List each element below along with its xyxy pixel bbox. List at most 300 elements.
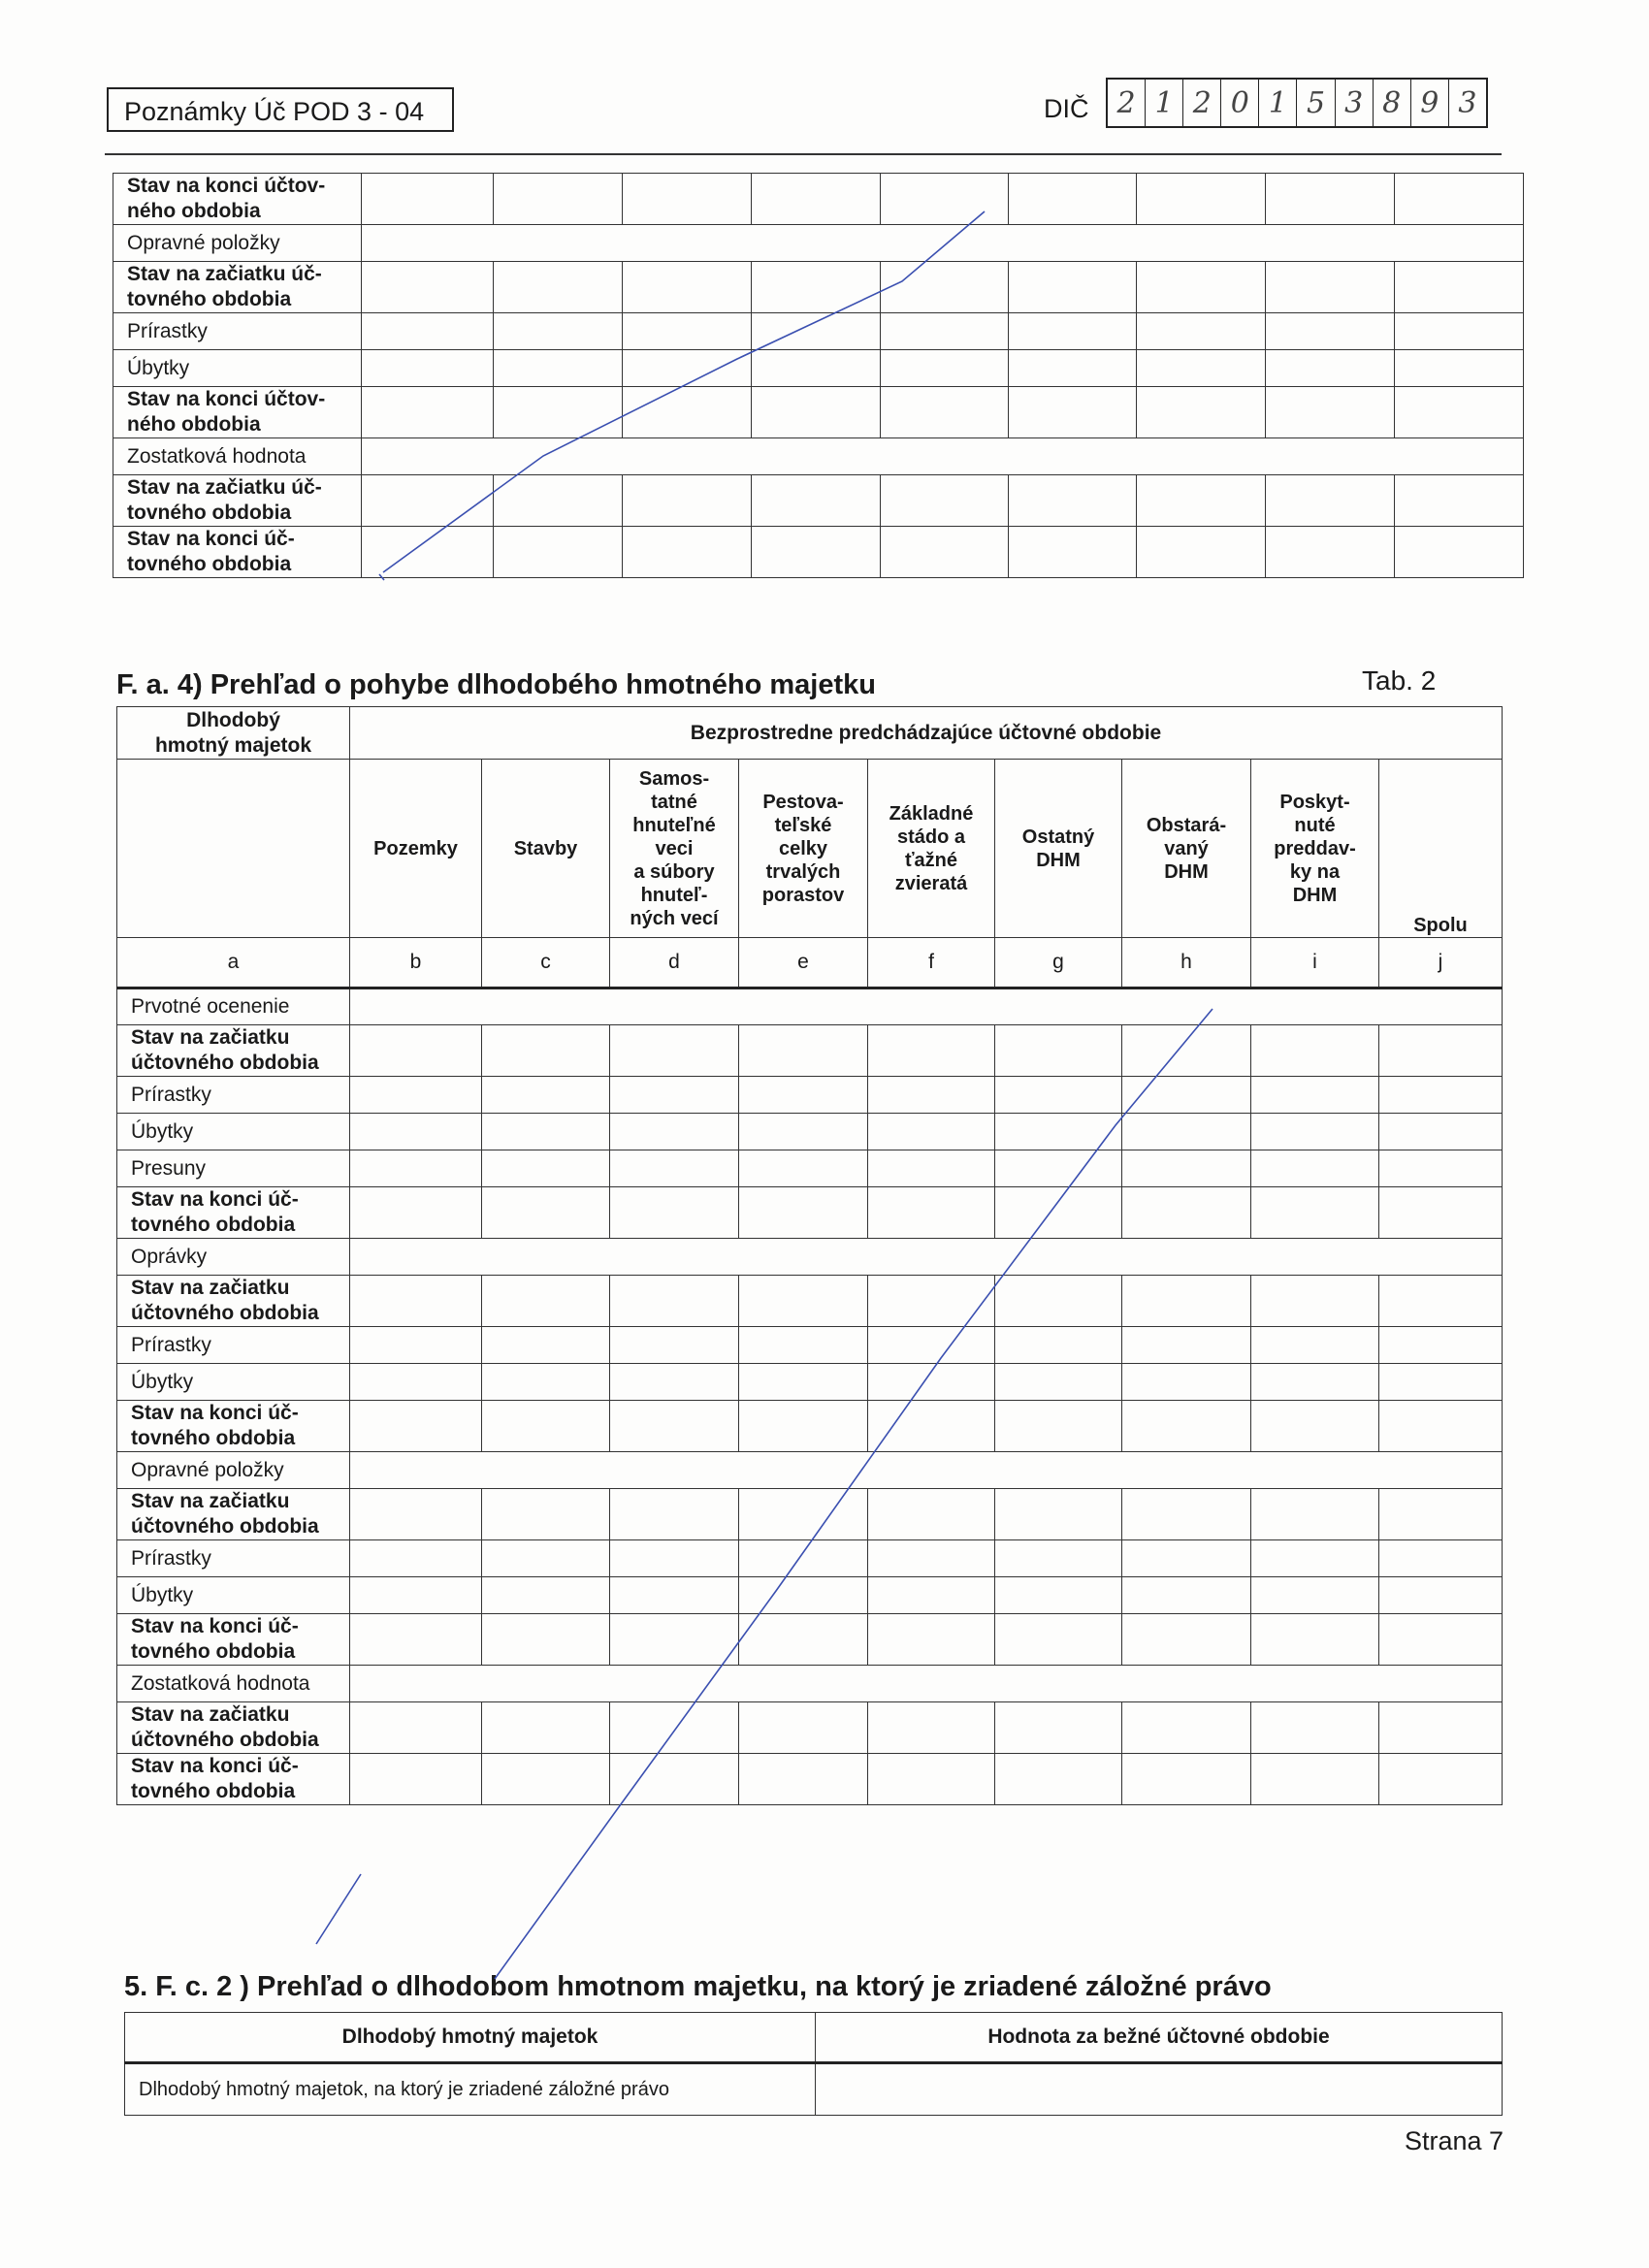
value-cell[interactable] <box>350 1702 482 1754</box>
value-cell[interactable] <box>1009 350 1137 387</box>
value-cell[interactable] <box>1266 350 1395 387</box>
value-cell[interactable] <box>752 387 881 438</box>
value-cell[interactable] <box>868 1614 995 1666</box>
value-cell[interactable] <box>1395 262 1524 313</box>
row-label <box>117 1401 350 1452</box>
value-cell[interactable] <box>350 1114 482 1150</box>
value-cell[interactable] <box>350 1540 482 1577</box>
column-header-line: celky <box>778 837 828 859</box>
value-cell[interactable] <box>1379 1150 1503 1187</box>
value-cell[interactable] <box>362 438 1524 475</box>
value-cell[interactable] <box>623 174 752 225</box>
row-label <box>117 1614 350 1666</box>
value-cell[interactable] <box>1395 350 1524 387</box>
table-row <box>113 262 1524 313</box>
value-cell[interactable] <box>995 1187 1122 1239</box>
value-cell[interactable] <box>995 1150 1122 1187</box>
row-label <box>117 1577 350 1614</box>
value-cell[interactable] <box>350 1150 482 1187</box>
value-cell[interactable] <box>350 988 1503 1025</box>
value-cell[interactable] <box>362 475 494 527</box>
value-cell[interactable] <box>739 1114 868 1150</box>
value-cell[interactable] <box>350 1187 482 1239</box>
column-header-line: Pestova- <box>762 791 844 813</box>
row-label <box>117 1540 350 1577</box>
value-cell[interactable] <box>1251 1327 1379 1364</box>
value-cell[interactable] <box>1266 174 1395 225</box>
value-cell[interactable] <box>868 1364 995 1401</box>
value-cell[interactable] <box>1122 1150 1251 1187</box>
value-cell[interactable] <box>739 1614 868 1666</box>
row-label-line2: tovného obdobia <box>127 553 292 575</box>
column-header <box>482 760 610 938</box>
row-label-line1: Presuny <box>131 1156 207 1180</box>
dic-digit: 3 <box>1336 80 1374 126</box>
value-cell[interactable] <box>995 1754 1122 1805</box>
value-cell[interactable] <box>739 1327 868 1364</box>
value-cell[interactable] <box>752 350 881 387</box>
column-header-line: tatné <box>651 791 697 813</box>
value-cell[interactable] <box>739 1276 868 1327</box>
value-cell[interactable] <box>482 1577 610 1614</box>
value-cell[interactable] <box>739 1489 868 1540</box>
value-cell[interactable] <box>995 1077 1122 1114</box>
value-cell[interactable] <box>868 1077 995 1114</box>
value-cell[interactable] <box>1379 1187 1503 1239</box>
value-cell[interactable] <box>482 1401 610 1452</box>
table-row <box>117 1702 1503 1754</box>
row-label <box>117 1114 350 1150</box>
value-cell[interactable] <box>350 1239 1503 1276</box>
value-cell[interactable] <box>1137 475 1266 527</box>
value-cell[interactable] <box>1251 1489 1379 1540</box>
table-row <box>113 527 1524 578</box>
table-row <box>117 1276 1503 1327</box>
value-cell[interactable] <box>1395 527 1524 578</box>
row-label-line1: Stav na konci úč- <box>131 1188 299 1211</box>
dic-digit: 8 <box>1374 80 1411 126</box>
row-label-line1: Stav na konci úč- <box>131 1402 299 1424</box>
value-cell[interactable] <box>350 1754 482 1805</box>
value-cell[interactable] <box>623 313 752 350</box>
dic-digit: 0 <box>1221 80 1259 126</box>
value-cell[interactable] <box>995 1276 1122 1327</box>
row-label-line1: Prírastky <box>131 1083 211 1106</box>
row-label-line1: Stav na začiatku <box>131 1277 290 1299</box>
column-header-line: Spolu <box>1413 915 1468 936</box>
value-cell[interactable] <box>494 387 623 438</box>
table-row <box>117 1540 1503 1577</box>
value-cell[interactable] <box>362 350 494 387</box>
value-cell[interactable] <box>610 1114 739 1150</box>
value-cell[interactable] <box>610 1364 739 1401</box>
value-cell[interactable] <box>362 527 494 578</box>
value-cell[interactable] <box>1122 1702 1251 1754</box>
value-cell[interactable] <box>362 225 1524 262</box>
value-cell[interactable] <box>739 1364 868 1401</box>
value-cell[interactable] <box>1009 262 1137 313</box>
value-cell[interactable] <box>752 475 881 527</box>
value-cell[interactable] <box>1266 527 1395 578</box>
value-cell[interactable] <box>995 1614 1122 1666</box>
value-cell[interactable] <box>739 1077 868 1114</box>
value-cell[interactable] <box>350 1077 482 1114</box>
value-cell[interactable] <box>1251 1364 1379 1401</box>
column-header-line: zvieratá <box>894 872 968 894</box>
value-cell[interactable] <box>623 475 752 527</box>
value-cell[interactable] <box>995 1489 1122 1540</box>
row-label-line1: Stav na konci úč- <box>127 528 295 550</box>
value-cell[interactable] <box>494 350 623 387</box>
value-cell[interactable] <box>362 262 494 313</box>
value-cell[interactable] <box>1009 475 1137 527</box>
value-cell[interactable] <box>1251 1401 1379 1452</box>
value-cell[interactable] <box>482 1077 610 1114</box>
value-cell[interactable] <box>739 1150 868 1187</box>
value-cell[interactable] <box>610 1327 739 1364</box>
value-cell[interactable] <box>1251 1577 1379 1614</box>
column-header-line: Poskyt- <box>1279 791 1350 813</box>
value-cell[interactable] <box>868 1401 995 1452</box>
value-cell[interactable] <box>610 1025 739 1077</box>
value-cell[interactable] <box>350 1489 482 1540</box>
table-row <box>117 1401 1503 1452</box>
row-label-line1: Stav na začiatku <box>131 1026 290 1049</box>
value-cell[interactable] <box>1122 1327 1251 1364</box>
row-label-line2: účtovného obdobia <box>131 1052 319 1074</box>
value-cell[interactable] <box>1379 1077 1503 1114</box>
column-header-line: stádo a <box>896 826 966 848</box>
value-cell[interactable] <box>868 1489 995 1540</box>
value-cell[interactable] <box>1122 1364 1251 1401</box>
table-row <box>117 1754 1503 1805</box>
value-cell[interactable] <box>868 1577 995 1614</box>
value-cell[interactable] <box>881 475 1009 527</box>
value-cell[interactable] <box>350 1327 482 1364</box>
row-label-line1: Úbytky <box>131 1119 194 1143</box>
value-cell[interactable] <box>350 1577 482 1614</box>
row-label <box>113 387 362 438</box>
value-cell[interactable] <box>610 1754 739 1805</box>
value-cell[interactable] <box>995 1540 1122 1577</box>
value-cell[interactable] <box>610 1614 739 1666</box>
value-cell[interactable] <box>610 1150 739 1187</box>
value-cell[interactable] <box>1137 313 1266 350</box>
value-cell[interactable] <box>1122 1276 1251 1327</box>
value-cell[interactable] <box>482 1187 610 1239</box>
value-cell[interactable] <box>868 1150 995 1187</box>
value-cell[interactable] <box>1122 1025 1251 1077</box>
row-label <box>117 1489 350 1540</box>
value-cell[interactable] <box>494 313 623 350</box>
value-cell[interactable] <box>1266 387 1395 438</box>
value-cell[interactable] <box>881 313 1009 350</box>
value-cell[interactable] <box>1379 1025 1503 1077</box>
value-cell[interactable] <box>1379 1540 1503 1577</box>
value-cell[interactable] <box>1379 1327 1503 1364</box>
dic-digit: 2 <box>1108 80 1146 126</box>
value-cell[interactable] <box>752 262 881 313</box>
value-cell[interactable] <box>362 387 494 438</box>
value-cell[interactable] <box>881 350 1009 387</box>
dic-digit: 5 <box>1297 80 1335 126</box>
value-cell[interactable] <box>752 527 881 578</box>
value-cell[interactable] <box>995 1364 1122 1401</box>
value-cell[interactable] <box>1137 174 1266 225</box>
value-cell[interactable] <box>881 527 1009 578</box>
column-header-line: DHM <box>1036 849 1081 871</box>
value-cell[interactable] <box>868 1114 995 1150</box>
value-cell[interactable] <box>1009 313 1137 350</box>
first-col-header <box>117 707 350 760</box>
row-label <box>117 1754 350 1805</box>
value-cell[interactable] <box>995 1401 1122 1452</box>
value-cell[interactable] <box>494 262 623 313</box>
value-cell[interactable] <box>739 1702 868 1754</box>
value-cell[interactable] <box>1251 1077 1379 1114</box>
column-header-line: teľské <box>774 814 832 836</box>
column-letter: i <box>1251 938 1379 988</box>
value-cell[interactable] <box>1122 1401 1251 1452</box>
value-cell[interactable] <box>1379 1401 1503 1452</box>
table-row <box>117 1666 1503 1702</box>
value-cell[interactable] <box>623 350 752 387</box>
value-cell[interactable] <box>1251 1614 1379 1666</box>
value-cell[interactable] <box>362 174 494 225</box>
value-cell[interactable] <box>482 1489 610 1540</box>
form-label: Poznámky Úč POD 3 - 04 <box>107 87 454 132</box>
value-cell[interactable] <box>1379 1364 1503 1401</box>
row-label <box>117 1327 350 1364</box>
value-cell[interactable] <box>482 1702 610 1754</box>
table-row <box>113 387 1524 438</box>
value-cell[interactable] <box>610 1702 739 1754</box>
value-cell[interactable] <box>482 1025 610 1077</box>
row-label-line2: tovného obdobia <box>131 1427 296 1449</box>
value-cell[interactable] <box>1379 1614 1503 1666</box>
value-cell[interactable] <box>1251 1114 1379 1150</box>
table-row <box>117 1614 1503 1666</box>
value-cell[interactable] <box>610 1489 739 1540</box>
value-cell[interactable] <box>610 1276 739 1327</box>
value-cell[interactable] <box>1379 1702 1503 1754</box>
row-label <box>113 438 362 475</box>
value-cell[interactable] <box>868 1276 995 1327</box>
value-cell[interactable] <box>1251 1540 1379 1577</box>
value-cell[interactable] <box>752 313 881 350</box>
value-cell[interactable] <box>482 1276 610 1327</box>
value-cell[interactable] <box>623 527 752 578</box>
value-cell[interactable] <box>868 1702 995 1754</box>
column-header-line: ťažné <box>904 849 958 871</box>
value-cell[interactable] <box>1122 1077 1251 1114</box>
value-cell[interactable] <box>1137 527 1266 578</box>
column-header <box>995 760 1122 938</box>
row-label <box>117 1666 350 1702</box>
value-cell[interactable] <box>1137 262 1266 313</box>
value-cell[interactable] <box>995 1114 1122 1150</box>
value-cell[interactable] <box>1251 1754 1379 1805</box>
pledged-col2-header: Hodnota za bežné účtovné obdobie <box>816 2013 1503 2063</box>
first-col-header-line2: hmotný majetok <box>154 733 312 757</box>
value-cell[interactable] <box>1251 1025 1379 1077</box>
column-header-line: Pozemky <box>373 837 458 859</box>
value-cell[interactable] <box>1395 475 1524 527</box>
row-label-line2: účtovného obdobia <box>131 1729 319 1751</box>
value-cell[interactable] <box>623 262 752 313</box>
value-cell[interactable] <box>868 1754 995 1805</box>
value-cell[interactable] <box>1379 1489 1503 1540</box>
column-header-line: nuté <box>1294 814 1336 836</box>
value-cell[interactable] <box>868 1327 995 1364</box>
section-fa4-title: F. a. 4) Prehľad o pohybe dlhodobého hmotného majetku <box>116 669 876 700</box>
value-cell[interactable] <box>1379 1577 1503 1614</box>
value-cell[interactable] <box>482 1614 610 1666</box>
value-cell[interactable] <box>1395 313 1524 350</box>
value-cell[interactable] <box>1122 1614 1251 1666</box>
row-label-line1: Zostatková hodnota <box>131 1671 310 1695</box>
column-letter: e <box>739 938 868 988</box>
value-cell[interactable] <box>350 1401 482 1452</box>
value-cell[interactable] <box>350 1452 1503 1489</box>
value-cell[interactable] <box>610 1401 739 1452</box>
table-row <box>113 475 1524 527</box>
value-cell[interactable] <box>482 1754 610 1805</box>
dic-digit: 9 <box>1411 80 1449 126</box>
value-cell[interactable] <box>1251 1150 1379 1187</box>
value-cell[interactable] <box>1137 350 1266 387</box>
value-cell[interactable] <box>1251 1187 1379 1239</box>
value-cell[interactable] <box>868 1025 995 1077</box>
column-header-line: Samos- <box>638 767 710 790</box>
column-header-line: ky na <box>1289 860 1341 883</box>
value-cell[interactable] <box>1251 1276 1379 1327</box>
value-cell[interactable] <box>881 387 1009 438</box>
column-header <box>610 760 739 938</box>
value-cell[interactable] <box>494 174 623 225</box>
value-cell[interactable] <box>995 1025 1122 1077</box>
row-label <box>113 527 362 578</box>
value-cell[interactable] <box>1122 1489 1251 1540</box>
row-label <box>117 1452 350 1489</box>
row-label-line1: Stav na konci úč- <box>131 1755 299 1777</box>
pledged-row-value[interactable] <box>816 2063 1503 2116</box>
table-row <box>117 1489 1503 1540</box>
column-header-line: a súbory <box>633 860 715 883</box>
table-row <box>117 1025 1503 1077</box>
value-cell[interactable] <box>739 1187 868 1239</box>
row-label <box>113 225 362 262</box>
value-cell[interactable] <box>1379 1276 1503 1327</box>
column-header-line: preddav- <box>1274 837 1356 859</box>
value-cell[interactable] <box>362 313 494 350</box>
value-cell[interactable] <box>1122 1540 1251 1577</box>
value-cell[interactable] <box>610 1187 739 1239</box>
column-header-line: Obstará- <box>1146 814 1227 836</box>
value-cell[interactable] <box>1266 262 1395 313</box>
value-cell[interactable] <box>494 527 623 578</box>
section-5fc2-title: 5. F. c. 2 ) Prehľad o dlhodobom hmotnom majetku, na ktorý je zriadené záložné právo <box>124 1971 1272 2002</box>
value-cell[interactable] <box>1251 1702 1379 1754</box>
value-cell[interactable] <box>1379 1114 1503 1150</box>
row-label <box>117 1276 350 1327</box>
table-row <box>117 1150 1503 1187</box>
value-cell[interactable] <box>1122 1114 1251 1150</box>
value-cell[interactable] <box>610 1540 739 1577</box>
header-rule <box>105 153 1502 155</box>
value-cell[interactable] <box>1137 387 1266 438</box>
row-label-line1: Stav na konci účtov- <box>127 175 326 197</box>
value-cell[interactable] <box>494 475 623 527</box>
table-row <box>117 988 1503 1025</box>
value-cell[interactable] <box>739 1577 868 1614</box>
value-cell[interactable] <box>868 1187 995 1239</box>
value-cell[interactable] <box>881 174 1009 225</box>
value-cell[interactable] <box>1122 1577 1251 1614</box>
table-row <box>117 1577 1503 1614</box>
dic-boxes <box>1106 78 1488 128</box>
column-letter: j <box>1379 938 1503 988</box>
value-cell[interactable] <box>1379 1754 1503 1805</box>
value-cell[interactable] <box>350 1614 482 1666</box>
value-cell[interactable] <box>482 1327 610 1364</box>
value-cell[interactable] <box>995 1327 1122 1364</box>
row-label <box>117 1150 350 1187</box>
value-cell[interactable] <box>995 1702 1122 1754</box>
value-cell[interactable] <box>610 1577 739 1614</box>
value-cell[interactable] <box>1009 387 1137 438</box>
pledged-row-label: Dlhodobý hmotný majetok, na ktorý je zriadené záložné právo <box>125 2063 816 2116</box>
value-cell[interactable] <box>482 1540 610 1577</box>
value-cell[interactable] <box>350 1025 482 1077</box>
value-cell[interactable] <box>881 262 1009 313</box>
value-cell[interactable] <box>350 1666 1503 1702</box>
value-cell[interactable] <box>482 1114 610 1150</box>
row-label <box>113 350 362 387</box>
value-cell[interactable] <box>752 174 881 225</box>
row-label <box>117 1702 350 1754</box>
value-cell[interactable] <box>1122 1754 1251 1805</box>
value-cell[interactable] <box>350 1364 482 1401</box>
value-cell[interactable] <box>1395 387 1524 438</box>
value-cell[interactable] <box>1266 313 1395 350</box>
value-cell[interactable] <box>482 1364 610 1401</box>
row-label-line1: Prírastky <box>131 1333 211 1356</box>
first-col-header-line1: Dlhodobý <box>186 708 280 731</box>
value-cell[interactable] <box>739 1025 868 1077</box>
row-label-line1: Zostatková hodnota <box>127 444 307 468</box>
value-cell[interactable] <box>739 1754 868 1805</box>
value-cell[interactable] <box>995 1577 1122 1614</box>
value-cell[interactable] <box>1009 527 1137 578</box>
value-cell[interactable] <box>1266 475 1395 527</box>
value-cell[interactable] <box>1122 1187 1251 1239</box>
value-cell[interactable] <box>739 1401 868 1452</box>
table-row <box>117 1114 1503 1150</box>
value-cell[interactable] <box>623 387 752 438</box>
value-cell[interactable] <box>610 1077 739 1114</box>
value-cell[interactable] <box>482 1150 610 1187</box>
value-cell[interactable] <box>1395 174 1524 225</box>
column-header <box>1379 760 1503 938</box>
value-cell[interactable] <box>350 1276 482 1327</box>
value-cell[interactable] <box>868 1540 995 1577</box>
row-label-line2: tovného obdobia <box>127 288 292 310</box>
value-cell[interactable] <box>739 1540 868 1577</box>
value-cell[interactable] <box>1009 174 1137 225</box>
column-header-line: DHM <box>1292 884 1338 906</box>
row-label-line1: Opravné položky <box>127 231 280 254</box>
